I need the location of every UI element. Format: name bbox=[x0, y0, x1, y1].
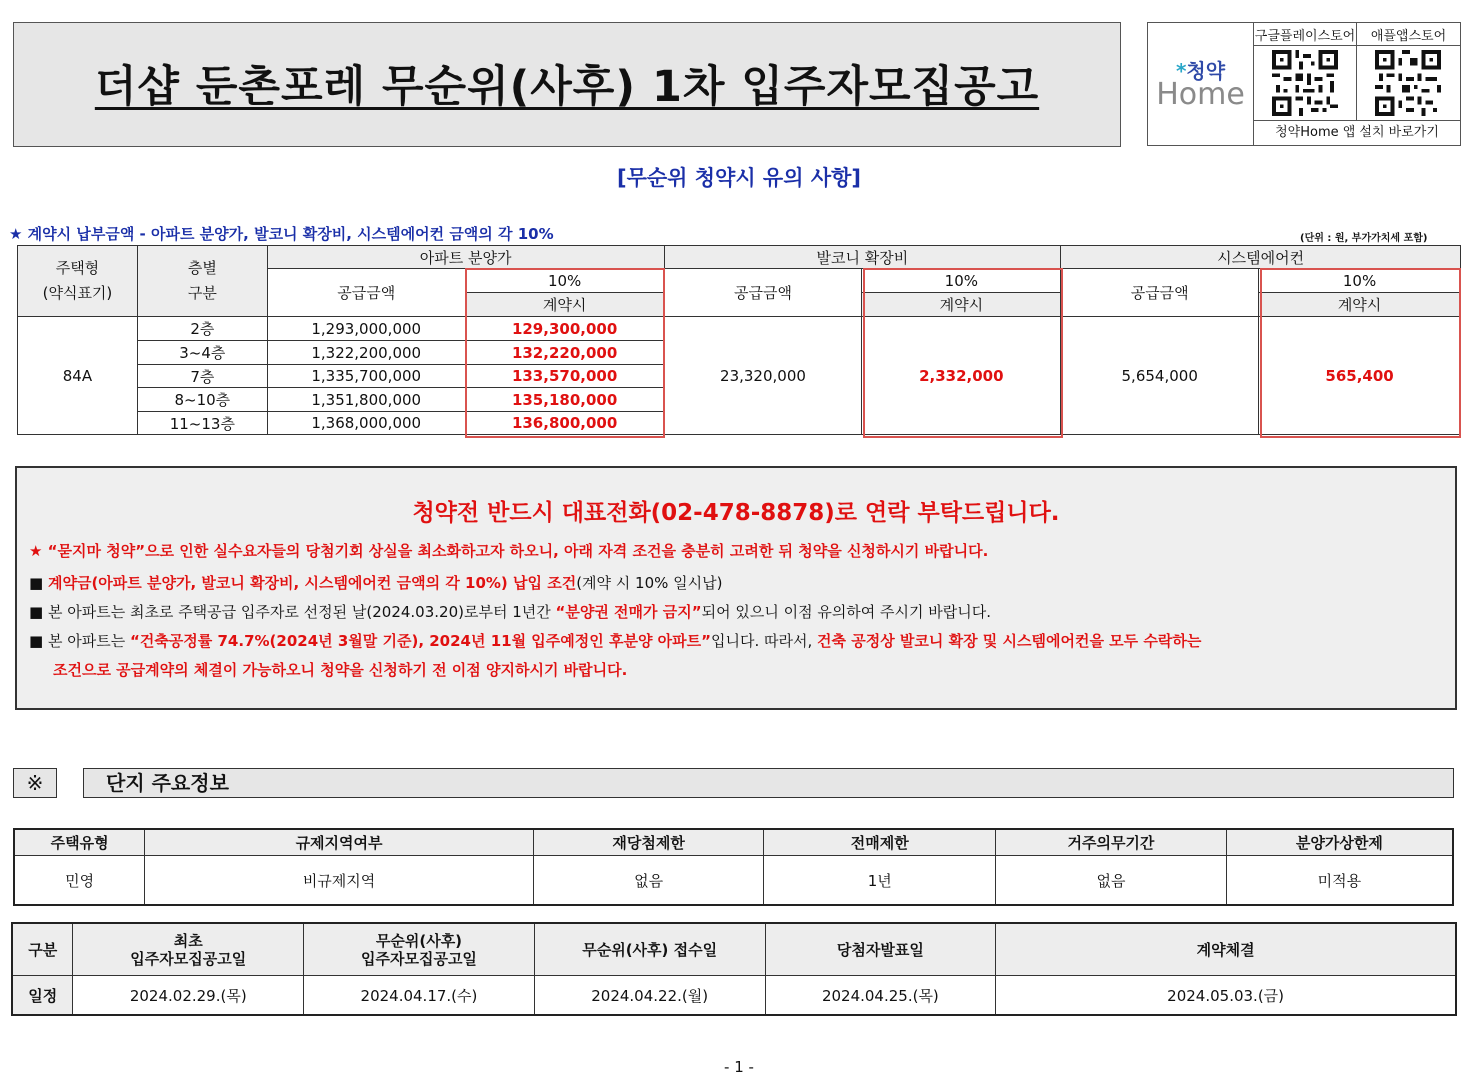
header-contract: 계약시 bbox=[862, 293, 1061, 317]
header-contract: 계약시 bbox=[465, 293, 664, 317]
app-install-link[interactable]: 청약Home 앱 설치 바로가기 bbox=[1254, 120, 1460, 145]
header-apartment-price: 아파트 분양가 bbox=[267, 246, 664, 269]
schedule-col-label: 구분 bbox=[12, 923, 73, 976]
schedule-value: 2024.04.25.(목) bbox=[765, 976, 996, 1016]
schedule-value: 2024.04.22.(월) bbox=[534, 976, 765, 1016]
highlight-balcony-contract bbox=[863, 268, 1063, 438]
bullet-icon: ■ bbox=[29, 632, 44, 650]
highlight-apartment-contract bbox=[465, 268, 665, 438]
contract-cell: 129,300,000 bbox=[465, 317, 664, 341]
notice-line-3: ■ 본 아파트는 최초로 주택공급 입주자로 선정된 날(2024.03.20)로부터 1년간 “분양권 전매가 금지”되어 있으니 이점 유의하여 주시기 바랍니다. bbox=[29, 603, 992, 621]
aircon-contract: 565,400 bbox=[1259, 317, 1461, 435]
contract-cell: 136,800,000 bbox=[465, 412, 664, 435]
info-value: 1년 bbox=[764, 856, 996, 906]
schedule-value: 2024.05.03.(금) bbox=[996, 976, 1456, 1016]
logo-star-icon: * bbox=[1175, 59, 1187, 83]
notice-box bbox=[15, 466, 1457, 710]
section-title: 단지 주요정보 bbox=[83, 768, 1454, 798]
bullet-icon: ■ bbox=[29, 603, 44, 621]
aircon-supply: 5,654,000 bbox=[1061, 317, 1259, 435]
info-value: 미적용 bbox=[1226, 856, 1453, 906]
supply-cell: 1,293,000,000 bbox=[267, 317, 465, 341]
floor-cell: 3~4층 bbox=[137, 341, 267, 365]
balcony-supply: 23,320,000 bbox=[664, 317, 862, 435]
supply-cell: 1,368,000,000 bbox=[267, 412, 465, 435]
notice-line-4: ■ 본 아파트는 “건축공정률 74.7%(2024년 3월말 기준), 2024년 11월 입주예정인 후분양 아파트”입니다. 따라서, 건축 공정상 발코니 확장 및 시스템에어컨을 모두 수락하는 bbox=[29, 632, 1202, 650]
schedule-table bbox=[11, 922, 1457, 1016]
notice-line-2: ■ 계약금(아파트 분양가, 발코니 확장비, 시스템에어컨 금액의 각 10%) 납입 조건(계약 시 10% 일시납) bbox=[29, 574, 723, 592]
contract-payment-note: ★ 계약시 납부금액 - 아파트 분양가, 발코니 확장비, 시스템에어컨 금액의 각 10% bbox=[9, 225, 554, 243]
info-value: 민영 bbox=[14, 856, 145, 906]
info-header: 전매제한 bbox=[764, 829, 996, 856]
header-balcony: 발코니 확장비 bbox=[664, 246, 1061, 269]
highlight-aircon-contract bbox=[1260, 268, 1461, 438]
header-floor: 층별 구분 bbox=[137, 246, 267, 317]
contract-cell: 132,220,000 bbox=[465, 341, 664, 365]
contract-cell: 135,180,000 bbox=[465, 388, 664, 412]
notice-line-5: 조건으로 공급계약의 체결이 가능하오니 청약을 신청하기 전 이점 양지하시기 바랍니다. bbox=[53, 661, 628, 679]
supply-cell: 1,335,700,000 bbox=[267, 365, 465, 388]
page-title: 더샵 둔촌포레 무순위(사후) 1차 입주자모집공고 bbox=[94, 62, 1040, 112]
header-pct: 10% bbox=[465, 269, 664, 293]
google-play-qr[interactable]: 구글플레이스토어 bbox=[1254, 23, 1357, 121]
section-mark: ※ bbox=[13, 768, 57, 798]
info-header: 재당첨제한 bbox=[533, 829, 764, 856]
page-number: - 1 - bbox=[724, 1058, 754, 1076]
header-supply: 공급금액 bbox=[267, 269, 465, 317]
notice-subtitle: [무순위 청약시 유의 사항] bbox=[617, 166, 861, 190]
info-header: 분양가상한제 bbox=[1226, 829, 1453, 856]
floor-cell: 2층 bbox=[137, 317, 267, 341]
qr-code-icon bbox=[1374, 50, 1442, 116]
info-value: 없음 bbox=[533, 856, 764, 906]
info-header: 거주의무기간 bbox=[996, 829, 1227, 856]
header-pct: 10% bbox=[862, 269, 1061, 293]
supply-cell: 1,351,800,000 bbox=[267, 388, 465, 412]
schedule-header: 무순위(사후) 입주자모집공고일 bbox=[304, 923, 535, 976]
cheongyak-home-logo: *청약 Home bbox=[1148, 23, 1254, 145]
house-type-value: 84A bbox=[18, 317, 138, 435]
bullet-icon: ■ bbox=[29, 574, 44, 592]
apple-store-qr[interactable]: 애플앱스토어 bbox=[1357, 23, 1460, 121]
info-value: 비규제지역 bbox=[145, 856, 533, 906]
qr-code-icon bbox=[1271, 50, 1339, 116]
schedule-row-label: 일정 bbox=[12, 976, 73, 1016]
schedule-header: 당첨자발표일 bbox=[765, 923, 996, 976]
schedule-value: 2024.04.17.(수) bbox=[304, 976, 535, 1016]
supply-cell: 1,322,200,000 bbox=[267, 341, 465, 365]
floor-cell: 8~10층 bbox=[137, 388, 267, 412]
header-aircon: 시스템에어컨 bbox=[1061, 246, 1461, 269]
header-pct: 10% bbox=[1259, 269, 1461, 293]
info-header: 주택유형 bbox=[14, 829, 145, 856]
schedule-header: 최초 입주자모집공고일 bbox=[73, 923, 304, 976]
notice-line-1: ★ “묻지마 청약”으로 인한 실수요자들의 당첨기회 상실을 최소화하고자 하오니, 아래 자격 조건을 충분히 고려한 뒤 청약을 신청하시기 바랍니다. bbox=[29, 542, 989, 560]
floor-cell: 7층 bbox=[137, 365, 267, 388]
floor-cell: 11~13층 bbox=[137, 412, 267, 435]
schedule-value: 2024.02.29.(목) bbox=[73, 976, 304, 1016]
notice-title: 청약전 반드시 대표전화(02-478-8878)로 연락 부탁드립니다. bbox=[412, 500, 1060, 526]
unit-note: (단위 : 원, 부가가치세 포함) bbox=[1300, 233, 1428, 244]
header-contract: 계약시 bbox=[1259, 293, 1461, 317]
contract-cell: 133,570,000 bbox=[465, 365, 664, 388]
app-install-box[interactable] bbox=[1147, 22, 1461, 146]
balcony-contract: 2,332,000 bbox=[862, 317, 1061, 435]
schedule-header: 무순위(사후) 접수일 bbox=[534, 923, 765, 976]
info-header: 규제지역여부 bbox=[145, 829, 533, 856]
title-box bbox=[13, 22, 1121, 147]
price-table bbox=[17, 245, 1461, 435]
info-value: 없음 bbox=[996, 856, 1227, 906]
complex-info-table bbox=[13, 828, 1454, 906]
header-supply: 공급금액 bbox=[1061, 269, 1259, 317]
schedule-header: 계약체결 bbox=[996, 923, 1456, 976]
header-house-type: 주택형 (약식표기) bbox=[18, 246, 138, 317]
header-supply: 공급금액 bbox=[664, 269, 862, 317]
